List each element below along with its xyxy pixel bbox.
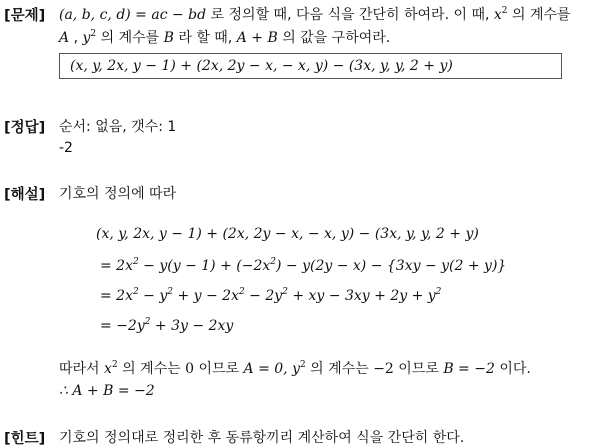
problem-text-4: 라 할 때, (173, 30, 237, 46)
solution-therefore: ∴ A + B = −2 (59, 383, 155, 399)
problem-text-2: 의 계수를 (507, 7, 571, 23)
x-var: x (493, 7, 502, 23)
definition-math: (a, b, c, d) = ac − bd (59, 7, 207, 23)
solution-step-2: = $2x^2 - y^2 + y - 2x^2 - 2y^2$ + xy − $3xy + 2y + y^2$ (100, 287, 442, 304)
answer-value: -2 (59, 140, 73, 156)
solution-intro: 기호의 정의에 따라 (59, 186, 177, 202)
b-var: B (163, 30, 174, 46)
problem-text-3: 의 계수를 (96, 30, 164, 46)
answer-meta: 순서: 없음, 갯수: 1 (59, 119, 177, 135)
y-exponent: 2 (90, 29, 97, 39)
sep-text: , (69, 30, 83, 46)
hint-label: [힌트] (4, 431, 46, 447)
solution-step-1: = $2x^2 - y(y - 1) + (-2x^2) - y(2y - x) - \{3xy - y(2 + y)\}$ (100, 257, 507, 274)
solution-step-0: (x, y, 2x, y − 1) + (2x, 2y − x, − x, y) − (3x, y, y, 2 + y) (96, 226, 479, 242)
problem-label: [문제] (4, 8, 46, 24)
hint-text: 기호의 정의대로 정리한 후 동류항끼리 계산하여 식을 간단히 한다. (59, 430, 465, 446)
solution-label: [해설] (4, 187, 46, 203)
problem-text-5: 의 값을 구하여라. (277, 30, 391, 46)
expression-text: (x, y, 2x, y − 1) + (2x, 2y − x, − x, y) − (3x, y, y, 2 + y) (70, 58, 453, 74)
problem-line-2 (59, 27, 390, 47)
solution-conclusion: 따라서 $x^2$ 의 계수는 0 이므로 A = 0, $y^2$ 의 계수는 −2 이므로 B = −2 이다. (59, 360, 531, 377)
x-exponent: 2 (501, 6, 508, 16)
solution-step-3: = $-2y^2 + 3y - 2xy$ (100, 317, 234, 334)
problem-text-1: 로 정의할 때, 다음 식을 간단히 하여라. 이 때, (206, 7, 494, 23)
y-var: y (82, 30, 91, 46)
a-var: A (59, 30, 70, 46)
a-plus-b: A + B (236, 30, 278, 46)
answer-label: [정답] (4, 120, 46, 136)
problem-line-1 (59, 4, 571, 24)
expression-box (59, 53, 562, 79)
